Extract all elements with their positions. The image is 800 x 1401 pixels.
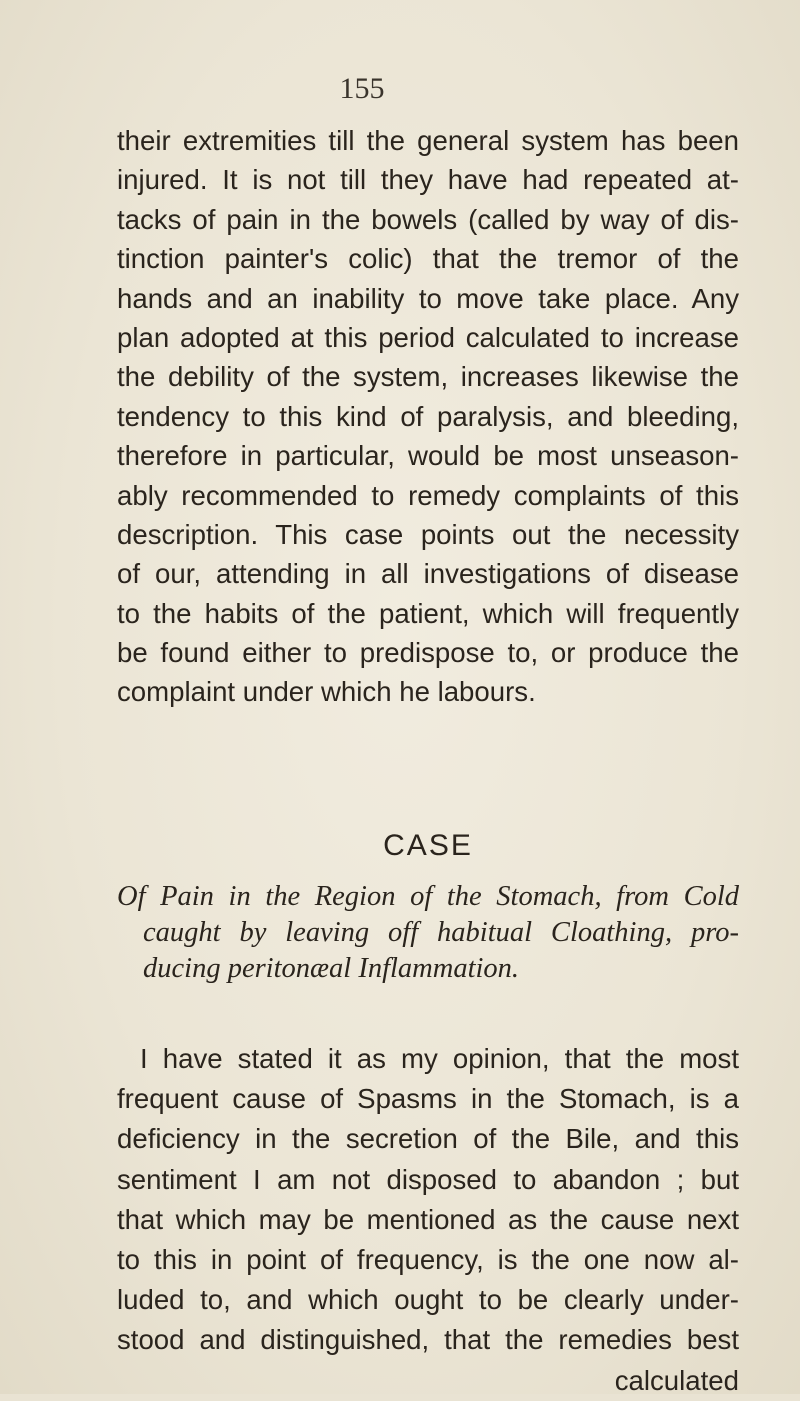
- case-title-line: ducing peritonæal Inflammation.: [143, 953, 520, 984]
- text-line: injured. It is not till they have had repeated at-: [117, 164, 739, 196]
- text-line: frequent cause of Spasms in the Stomach, is a: [117, 1083, 739, 1115]
- text-line: deficiency in the secretion of the Bile, and this: [117, 1123, 739, 1155]
- case-title-line: caught by leaving off habitual Cloathing, pro-: [143, 917, 739, 948]
- case-title: [117, 879, 739, 987]
- case-heading: CASE: [383, 829, 473, 862]
- text-line: ably recommended to remedy complaints of this: [117, 479, 739, 511]
- catchword: calculated: [614, 1364, 739, 1396]
- text-line: tendency to this kind of paralysis, and bleeding,: [117, 400, 739, 432]
- page-number: 155: [339, 72, 385, 105]
- text-line: tinction painter's colic) that the tremor of the: [117, 243, 739, 275]
- text-line: be found either to predispose to, or produce the: [117, 637, 739, 669]
- text-line: plan adopted at this period calculated to increase: [117, 321, 739, 353]
- text-line: therefore in particular, would be most unseason-: [117, 440, 739, 472]
- text-line: the debility of the system, increases likewise the: [117, 361, 739, 393]
- paragraph-1: [117, 121, 739, 712]
- text-line: their extremities till the general system has been: [117, 125, 739, 156]
- text-line: stood and distinguished, that the remedies best: [117, 1324, 739, 1356]
- text-line: description. This case points out the necessity: [117, 518, 739, 550]
- case-title-line: Of Pain in the Region of the Stomach, from Cold: [117, 881, 739, 912]
- text-line: hands and an inability to move take place. Any: [117, 282, 739, 314]
- text-line: tacks of pain in the bowels (called by way of dis-: [117, 203, 739, 235]
- text-line: to this in point of frequency, is the one now al-: [117, 1243, 739, 1275]
- text-line: luded to, and which ought to be clearly under-: [117, 1284, 739, 1316]
- text-line: complaint under which he labours.: [117, 676, 536, 708]
- text-line: to the habits of the patient, which will frequently: [117, 597, 739, 629]
- paragraph-2: [117, 1039, 739, 1401]
- text-line: sentiment I am not disposed to abandon ; but: [117, 1163, 739, 1195]
- text-line: of our, attending in all investigations of disease: [117, 558, 739, 590]
- text-line: I have stated it as my opinion, that the most: [140, 1043, 739, 1074]
- text-line: that which may be mentioned as the cause next: [117, 1203, 739, 1235]
